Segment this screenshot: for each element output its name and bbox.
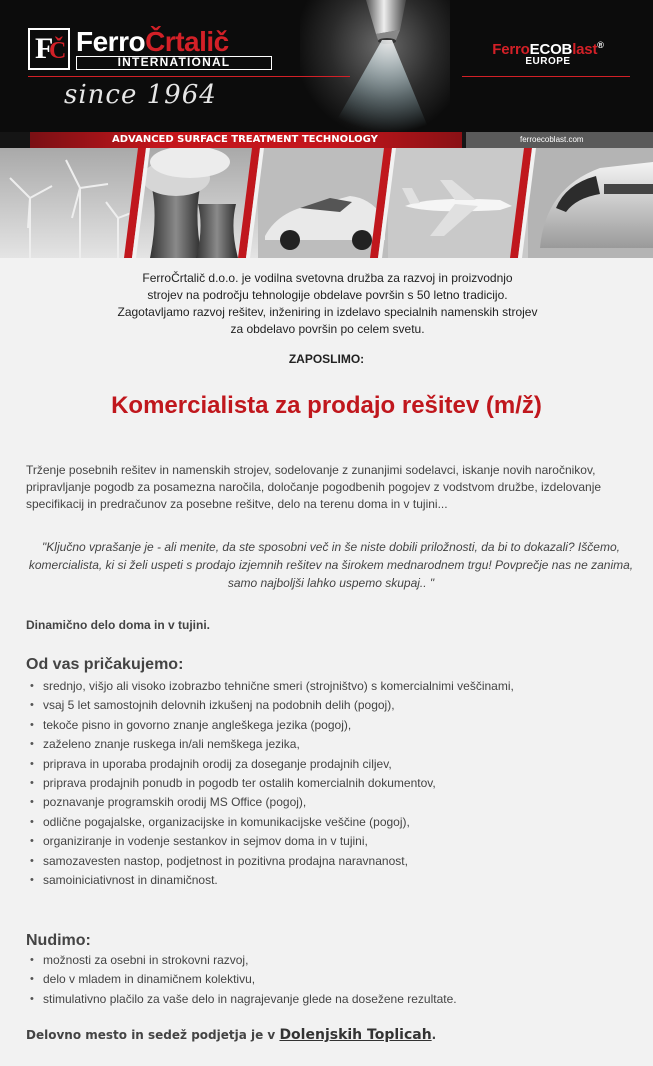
fc-logo-c: Č — [49, 38, 67, 64]
fc-logo-mark — [28, 28, 70, 70]
tagline-text: ADVANCED SURFACE TREATMENT TECHNOLOGY — [112, 134, 378, 145]
intro-line: strojev na področju tehnologije obdelave površin s 50 letno tradicijo. — [147, 288, 508, 302]
ecoblast-europe: EUROPE — [525, 56, 571, 67]
location-suffix: . — [431, 1028, 437, 1042]
list-item: • poznavanje programskih orodij MS Office (pogoj), — [30, 793, 514, 812]
location-place: Dolenjskih Toplicah — [279, 1027, 432, 1043]
list-item: • vsaj 5 let samostojnih delovnih izkušenj na podobnih delih (pogoj), — [30, 696, 514, 715]
intro-line: Zagotavljamo razvoj rešitev, inženiring in izdelavo specialnih namenskih strojev — [117, 305, 538, 319]
brand-name — [76, 28, 229, 56]
ferrocrtalic-logo — [28, 28, 358, 76]
airplane-icon — [388, 148, 528, 258]
photo-strip-graphic — [0, 148, 653, 258]
brand-ferro: Ferro — [76, 26, 146, 57]
company-intro — [60, 270, 595, 338]
intro-line: FerroČrtalič d.o.o. je vodilna svetovna družba za razvoj in proizvodnjo — [142, 271, 513, 285]
list-item: • odlične pogajalske, organizacijske in komunikacijske veščine (pogoj), — [30, 813, 514, 832]
list-item: • stimulativno plačilo za vaše delo in nagrajevanje glede na dosežene rezultate. — [30, 990, 457, 1009]
list-item: • organiziranje in vodenje sestankov in sejmov doma in v tujini, — [30, 832, 514, 851]
expectations-list — [30, 677, 514, 890]
list-item: • samozavesten nastop, podjetnost in pozitivna prodajna naravnanost, — [30, 852, 514, 871]
ecoblast-ferro: Ferro — [492, 41, 530, 58]
work-location — [26, 1027, 436, 1043]
industry-photo-strip — [0, 148, 653, 258]
list-item: • priprava in uporaba prodajnih orodij za doseganje prodajnih ciljev, — [30, 755, 514, 774]
list-item: • delo v mladem in dinamičnem kolektivu, — [30, 970, 457, 989]
list-item: • srednjo, višjo ali visoko izobrazbo tehnične smeri (strojništvo) s komercialnimi veščinami, — [30, 677, 514, 696]
list-item: • tekoče pisno in govorno znanje angleškega jezika (pogoj), — [30, 716, 514, 735]
website-link[interactable]: ferroecoblast.com — [520, 135, 584, 144]
list-item: • možnosti za osebni in strokovni razvoj, — [30, 951, 457, 970]
hiring-label: ZAPOSLIMO: — [288, 352, 365, 366]
fc-logo-f: F — [35, 32, 54, 65]
header-banner — [0, 0, 653, 132]
job-description: Trženje posebnih rešitev in namenskih strojev, sodelovanje z zunanjimi sodelavci, iskanje novih naročnikov, pripravljanje pogodb za posamezna naročila, določanje pogodbenih pogojev z vodstvom družbe, izdelovanje specifikacij in predračunov za posebne rešitve, delo na terenu doma in v tujini... — [26, 463, 602, 511]
list-item: • samoiniciativnost in dinamičnost. — [30, 871, 514, 890]
offer-list — [30, 951, 457, 1009]
registered-mark: ® — [597, 40, 604, 50]
logo-divider — [28, 76, 350, 77]
motivational-quote: "Ključno vprašanje je - ali menite, da ste sposobni več in še niste dobili priložnosti, da bi to dokazali? Iščemo, komercialista, ki si želi uspeti s prodajo izjemnih rešitev na širokem mednarodnem trgu! Povprečje nas ne zanima, samo najboljši lahko uspemo skupaj.. " — [28, 540, 634, 590]
high-speed-train-icon — [528, 148, 653, 258]
ecoblast-ecob: ECOB — [529, 41, 573, 58]
dynamic-work-note: Dinamično delo doma in v tujini. — [26, 618, 211, 632]
offer-heading: Nudimo: — [26, 932, 91, 949]
sports-car-icon — [258, 148, 388, 258]
job-title: Komercialista za prodajo rešitev (m/ž) — [111, 392, 542, 419]
intro-line: za obdelavo površin po celem svetu. — [230, 322, 425, 336]
list-item: • zaželeno znanje ruskega in/ali nemškega jezika, — [30, 735, 514, 754]
expectations-heading: Od vas pričakujemo: — [26, 656, 184, 673]
brand-international: INTERNATIONAL — [76, 56, 272, 70]
ferroecoblast-logo — [468, 40, 628, 70]
location-prefix: Delovno mesto in sedež podjetja je v — [26, 1028, 280, 1042]
brand-crtalic: Črtalič — [145, 26, 229, 57]
list-item: • priprava prodajnih ponudb in pogodb ter ostalih komercialnih dokumentov, — [30, 774, 514, 793]
logo-right-divider — [462, 76, 630, 77]
ecoblast-last: last — [572, 41, 598, 58]
since-text: since 1964 — [64, 80, 217, 110]
